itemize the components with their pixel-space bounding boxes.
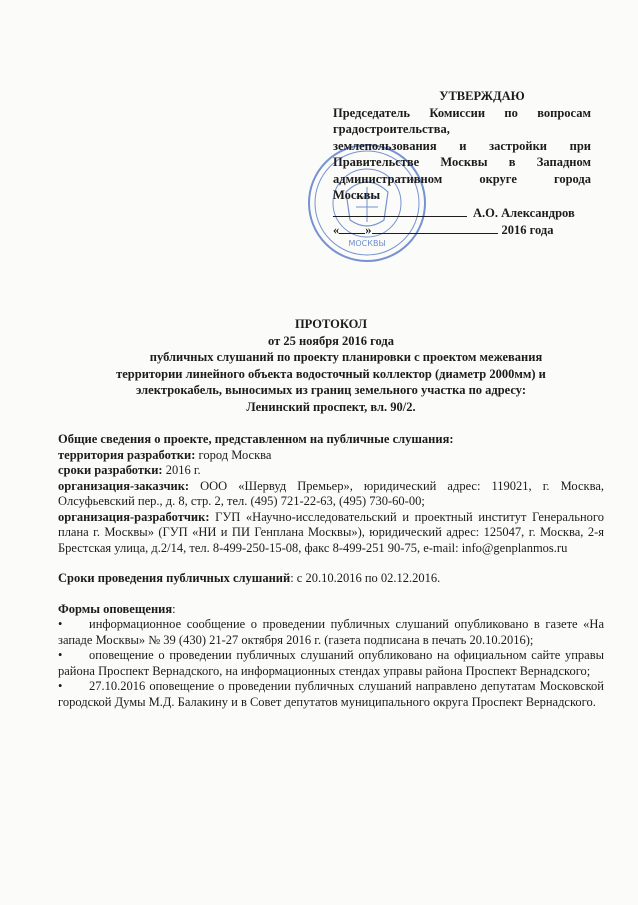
notification-item-text: 27.10.2016 оповещение о проведении публичных слушаний направлено депутатам Московской городской Думы М.Д. Балакину и в Совет депутатов муниципального округа Проспект Вернадского.: [58, 679, 604, 709]
period-row: [58, 463, 604, 479]
month-blank: [372, 221, 498, 234]
day-blank: [339, 221, 365, 234]
hearing-period-row: [58, 571, 604, 587]
notification-colon: :: [172, 601, 176, 616]
notification-heading: Формы оповещения: [58, 601, 173, 616]
approval-heading: УТВЕРЖДАЮ: [439, 89, 525, 103]
protocol-body: [58, 432, 604, 710]
signature-blank: [333, 204, 467, 217]
signature-line: [333, 204, 591, 222]
chair-line: Москвы: [333, 188, 381, 202]
hearing-period-label: Сроки проведения публичных слушаний: [58, 571, 291, 585]
date-close-quote: »: [365, 223, 372, 237]
title-line: территории линейного объекта водосточный коллектор (диаметр 2000мм) и: [116, 366, 546, 381]
chair-line: административном округе города: [333, 171, 591, 186]
date-open-quote: «: [333, 223, 340, 237]
customer-row: [58, 479, 604, 510]
general-heading: Общие сведения о проекте, представленном на публичные слушания:: [58, 432, 454, 446]
notification-item: [58, 648, 604, 679]
notification-item: [58, 617, 604, 648]
signer-name: А.О. Александров: [473, 205, 575, 220]
territory-label: территория разработки:: [58, 447, 196, 462]
developer-label: организация-разработчик:: [58, 509, 210, 524]
period-label: сроки разработки:: [58, 463, 163, 477]
bullet-icon: •: [58, 679, 63, 693]
title-line: Ленинский проспект, вл. 90/2.: [246, 399, 416, 414]
title-heading: ПРОТОКОЛ: [294, 317, 368, 331]
bullet-icon: •: [58, 648, 63, 662]
notification-heading-row: [58, 602, 604, 618]
hearing-period-value: : с 20.10.2016 по 02.12.2016.: [290, 571, 441, 585]
notification-item-text: оповещение о проведении публичных слушаний опубликовано на официальном сайте управы района Проспект Вернадского, на информационных стендах управы района Проспект Вернадского;: [58, 648, 604, 678]
chair-line: Председатель Комиссии по вопросам: [333, 105, 591, 120]
chair-line: землепользования и застройки при: [333, 138, 591, 153]
period-value: 2016 г.: [165, 463, 201, 477]
title-date: от 25 ноября 2016 года: [268, 333, 394, 348]
chair-line: градостроительства,: [333, 122, 450, 136]
territory-value: город Москва: [198, 447, 272, 462]
customer-label: организация-заказчик:: [58, 478, 190, 493]
date-year: 2016 года: [501, 223, 554, 237]
notification-item: [58, 679, 604, 710]
chair-line: Правительстве Москвы в Западном: [333, 155, 591, 169]
date-line: [333, 221, 591, 239]
protocol-title: [58, 316, 604, 415]
stamp-text: МОСКВЫ: [348, 239, 386, 248]
customer-value: ООО «Шервуд Премьер», юридический адрес: 119021, г. Москва, Олсуфьевский пер., д. 8, стр. 2, тел. (495) 721-22-63, (495) 730-60-00;: [58, 478, 604, 508]
territory-row: [58, 448, 604, 464]
notification-item-text: информационное сообщение о проведении публичных слушаний опубликовано в газете «На западе Москвы» № 39 (430) 21-27 октября 2016 г. (газета подписана в печать 20.10.2016);: [58, 617, 604, 647]
approval-block: [333, 88, 591, 239]
title-line: электрокабель, выносимых из границ земельного участка по адресу:: [135, 383, 527, 397]
bullet-icon: •: [58, 617, 63, 631]
developer-row: [58, 510, 604, 557]
title-line: публичных слушаний по проекту планировки с проектом межевания: [149, 350, 543, 364]
developer-value: ГУП «Научно-исследовательский и проектный институт Генерального плана г. Москвы» (ГУП «НИ и ПИ Генплана Москвы»), юридический адрес: 125047, г. Москва, 2-я Брестская улица, д.2/14, тел. 8-499-250-15-08, факс 8-499-251 90-75, e-mail: info@genplanmos.ru: [58, 509, 605, 555]
